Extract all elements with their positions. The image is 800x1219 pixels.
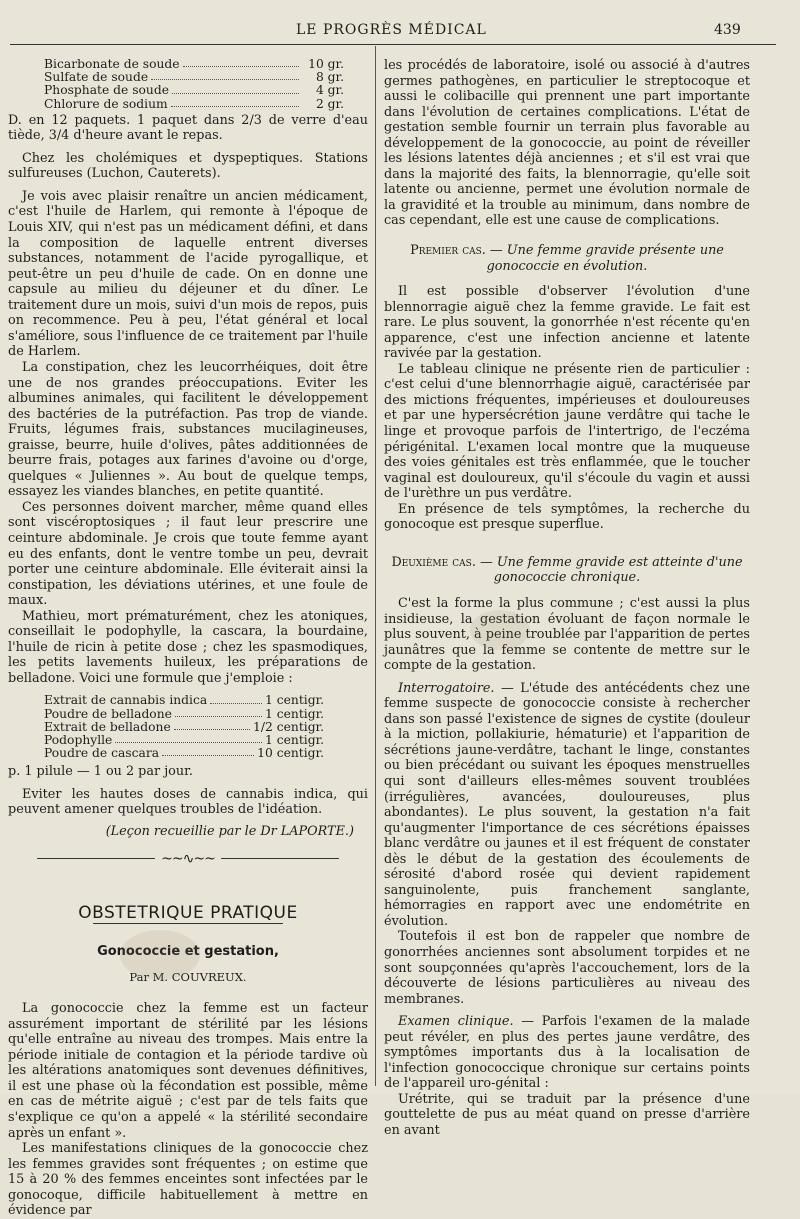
ingredient: Bicarbonate de soude: [44, 57, 180, 71]
interrogatoire-text: L'étude des antécédents chez une femme suspecte de gonococcie consiste à rechercher dans son passé l'existence de signes de cystite (douleur à la miction, pollakiurie, hématurie) et l'apparition de sécrétions jaune-verdâtre, tachant le linge, constantes ou bien précédant ou suivant les époques menstruelles qui sont d'ailleurs elles-mêmes souvent troublées (irrégulières, avancées, douloureuses, plus abondantes). Le plus souvent, la gestation n'a fait qu'augmenter l'importance de ces sécrétions épaisses blanc verdâtre ou jaunes et il est fréquent de constater dès le début de la gestation des écoulements de sérosité d'abord rosée qui devient rapidement sanguinolente, puis franchement sanglante, hémorragies en rapport avec une endométrite en évolution.: [384, 680, 751, 929]
formula-row: [44, 694, 324, 707]
paper-stain: [120, 930, 200, 980]
paragraph-examen: Examen clinique. — Parfois l'examen de la malade peut révéler, en plus des pertes jaune verdâtre, des symptômes importants dus à la localisation de l'infection gonococcique chronique sur certains points de l'appareil uro-génital :: [384, 1014, 751, 1092]
paragraph-constipation: La constipation, chez les leucorrhéiques, doit être une de nos grandes préoccupations. Eviter les albumines animales, qui facilitent le développement des bactéries de la putréfaction. Pas trop de viande. Fruits, légumes frais, substances mucilagineuses, graisse, beurre, huile d'olives, pâtes additionnées de beurre frais, potages aux farines d'avoine ou d'orge, quelques « Juliennes ». Au bout de quelque temps, essayez les viandes blanches, en petite quantité.: [8, 359, 368, 500]
ingredient: Poudre de cascara: [44, 746, 160, 761]
ingredient: Chlorure de sodium: [44, 96, 168, 111]
formula-row: [44, 708, 324, 721]
formula-row: [44, 747, 324, 760]
paragraph-gonococcie-2: Les manifestations cliniques de la gonococcie chez les femmes gravides sont fréquentes ; on estime que 15 à 20 % des femmes enceintes sont infectées par le gonocoque, difficile habituellement à mettre en évidence par: [8, 1141, 368, 1219]
case-label: Premier cas.: [410, 243, 486, 259]
paragraph-toutefois: Toutefois il est bon de rappeler que nombre de gonorrhées anciennes sont absolument torpides et ne sont soupçonnées qu'après l'accouchement, lors de la découverte de lésions particulières au niveau des membranes.: [384, 929, 750, 1007]
formula-table-salts: [44, 58, 344, 111]
paragraph-case1-c: En présence de tels symptômes, la recherche du gonocoque est presque superflue.: [384, 501, 750, 533]
lecture-source: (Leçon recueillie par le Dr LAPORTE.): [105, 824, 354, 840]
page-header: [0, 22, 800, 42]
subheading-examen: Examen clinique.: [398, 1014, 514, 1030]
paragraph-cholemiques: Chez les cholémiques et dyspeptiques. Stations sulfureuses (Luchon, Cauterets).: [8, 150, 368, 182]
dose: 10 centigr.: [257, 746, 324, 761]
examen-text: Parfois l'examen de la malade peut révéler, en plus des pertes jaune verdâtre, des symptômes importants dus à la localisation de l'infection gonococcique chronique sur certains points de l'appareil uro-génital :: [384, 1014, 751, 1092]
formula-row: [44, 84, 344, 97]
ingredient: Sulfate de soude: [44, 70, 149, 85]
paragraph-marcher: Ces personnes doivent marcher, même quand elles sont viscéroptosiques ; il faut leur prescrire une ceinture abdominale. Je crois que toute femme ayant eu des enfants, dont le ventre tombe un peu, devrait porter une ceinture abdominale. Elle éviterait ainsi la constipation, les déviations utérines, et une foule de maux.: [8, 499, 368, 609]
dose: 2 gr.: [315, 96, 344, 111]
paragraph-case1-a: Il est possible d'observer l'évolution d'une blennorragie aiguë chez la femme gravide. Le fait est rare. Le plus souvent, la gonorrhée n'est récente qu'en apparence, c'est une infection ancienne et latente ravivée par la gestation.: [384, 284, 750, 362]
paper-stain: [470, 610, 530, 650]
paragraph-gonococcie-1: La gonococcie chez la femme est un facteur assurément important de stérilité par les lésions qu'elle entraîne au niveau des trompes. Mais entre la période initiale de contagion et la période tardive où les altérations anatomiques sont devenues définitives, il est une phase où la fécondation est possible, même en cas de métrite aiguë ; c'est par de tels faits que s'explique ce qu'on a appelé « la stérilité secondaire après un enfant ».: [8, 1001, 368, 1141]
ingredient: Extrait de belladone: [44, 719, 171, 734]
page-number: 439: [714, 22, 741, 38]
paragraph-case2-a: C'est la forme la plus commune ; c'est aussi la plus insidieuse, la gestation évoluant de façon normale le plus souvent, à peine troublée par l'apparition de pertes jaunâtres que la femme se contente de mettre sur le compte de la gestation.: [384, 595, 750, 674]
paragraph-mathieu: Mathieu, mort prématurément, chez les atoniques, conseillait le podophylle, la cascara, la bourdaine, l'huile de ricin à petite dose ; chez les spasmodiques, les petits lavements huileux, les préparations de belladone. Voici une formule que j'emploie :: [8, 608, 368, 686]
right-column: [384, 58, 751, 1138]
article-title: Gonococcie et gestation,: [97, 944, 279, 960]
left-column: [8, 57, 368, 1219]
paragraph-interrogatoire: Interrogatoire. — L'étude des antécédents chez une femme suspecte de gonococcie consiste à rechercher dans son passé l'existence de signes de cystite (douleur à la miction, pollakiurie, hématurie) et l'apparition de sécrétions jaune-verdâtre, tachant le linge, constantes ou bien précédant ou suivant les époques menstruelles qui sont d'ailleurs elles-mêmes souvent troublées (irrégulières, avancées, douloureuses, plus abondantes). Le plus souvent, la gestation n'a fait qu'augmenter l'importance de ces sécrétions épaisses blanc verdâtre ou jaunes et il est fréquent de constater dès le début de la gestation des écoulements de sérosité d'abord rosée qui devient rapidement sanguinolente, puis franchement sanglante, hémorragies en rapport avec une endométrite en évolution.: [384, 680, 751, 929]
case-heading-2: Deuxième cas. — Une femme gravide est atteinte d'une gonococcie chronique.: [391, 554, 743, 586]
ingredient: Extrait de cannabis indica: [44, 693, 208, 708]
dose: 1 centigr.: [265, 706, 324, 721]
subheading-interrogatoire: Interrogatoire.: [398, 680, 495, 696]
dose: 1 centigr.: [265, 733, 324, 747]
column-divider: [375, 46, 376, 1086]
paragraph-eviter: Eviter les hautes doses de cannabis indica, qui peuvent amener quelques troubles de l'idéation.: [8, 786, 368, 818]
case-label: Deuxième cas.: [391, 554, 476, 570]
running-title: LE PROGRÈS MÉDICAL: [296, 22, 487, 38]
dose: 10 gr.: [308, 57, 344, 71]
paragraph-uretrite: Urétrite, qui se traduit par la présence d'une gouttelette de pus au méat quand on presse d'arrière en avant: [384, 1091, 750, 1138]
paragraph-case1-b: Le tableau clinique ne présente rien de particulier : c'est celui d'une blennorrhagie aiguë, caractérisée par des mictions fréquentes, impérieuses et douloureuses et par une hypersécrétion jaune verdâtre qui tache le linge et provoque parfois de l'intertrigo, de l'eczéma périgénital. L'examen local montre que la muqueuse des voies génitales est très enflammée, que le toucher vaginal est douloureux, qu'il s'écoule du vagin et aussi de l'urèthre un pus verdâtre.: [384, 361, 750, 502]
section-title: OBSTETRIQUE PRATIQUE: [78, 902, 298, 923]
ingredient: Podophylle: [44, 733, 113, 747]
dose: 8 gr.: [315, 70, 344, 85]
case-title: Une femme gravide est atteinte d'une gonococcie chronique.: [493, 554, 743, 586]
case-heading-1: Premier cas. — Une femme gravide présente une gonococcie en évolution.: [410, 243, 724, 274]
article-byline: Par M. COUVREUX.: [129, 969, 247, 984]
paragraph-dosage: D. en 12 paquets. 1 paquet dans 2/3 de verre d'eau tiède, 3/4 d'heure avant le repas.: [8, 112, 368, 144]
paragraph-huile-harlem: Je vois avec plaisir renaître un ancien médicament, c'est l'huile de Harlem, qui remonte à l'époque de Louis XIV, qui n'est pas un médicament défini, et dans la composition de laquelle entrent diverses substances, notamment de l'acide pyrogallique, et peut-être un peu d'huile de cade. On en donne une capsule au milieu du déjeuner et du dîner. Le traitement dure un mois, suivi d'un mois de repos, puis on recommence. Peu à peu, l'état général et local s'améliore, sous l'influence de ce traitement par l'huile de Harlem.: [8, 188, 368, 360]
formula-row: [44, 98, 344, 111]
paragraph-continuation: les procédés de laboratoire, isolé ou associé à d'autres germes pathogènes, en particulier le streptocoque et aussi le colibacille qui prennent une part importante dans l'évolution de certaines complications. L'état de gestation semble fournir un terrain plus favorable au développement de la gonococcie, au point de réveiller les lésions latentes déjà anciennes ; et s'il est vrai que dans la majorité des faits, la blennorragie, qu'elle soit latente ou ancienne, permet une évolution normale de la gravidité et la trouble au minimum, dans nombre de cas cependant, elle est une cause de complications.: [384, 58, 750, 229]
paragraph-pilule: p. 1 pilule — 1 ou 2 par jour.: [8, 764, 193, 780]
case-title: Une femme gravide présente une gonococcie en évolution.: [486, 243, 724, 274]
formula-table-pilule: [44, 694, 324, 760]
header-rule: [10, 44, 776, 45]
section-rule: [93, 923, 283, 924]
ingredient: Poudre de belladone: [44, 706, 172, 721]
ingredient: Phosphate de soude: [44, 83, 169, 98]
section-ornament: ~~∿~~: [8, 852, 368, 870]
dose: 1/2 centigr.: [253, 719, 324, 734]
dose: 4 gr.: [315, 83, 344, 98]
dose: 1 centigr.: [265, 693, 324, 708]
